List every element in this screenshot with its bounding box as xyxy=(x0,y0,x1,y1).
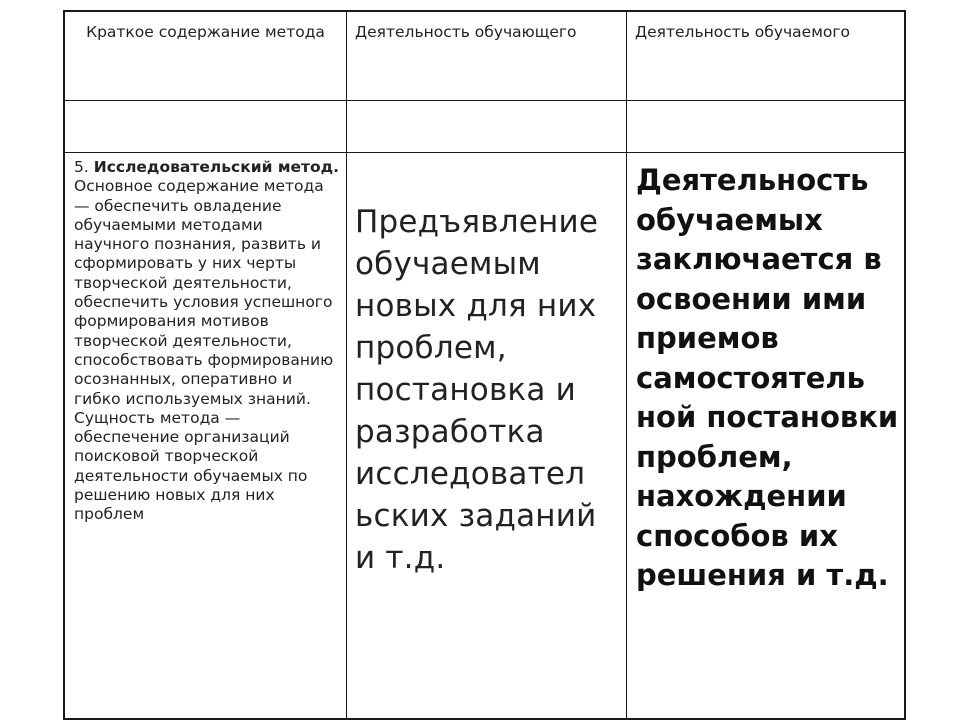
empty-cell xyxy=(627,101,904,153)
student-activity-text: Деятельность обучаемых заключается в освоении ими приемов самостоятель ной постановки проблем, нахождении способов их решения и т.д. xyxy=(636,163,899,592)
method-summary-cell xyxy=(65,153,347,718)
method-description: Основное содержание метода — обеспечить овладение обучаемыми методами научного познания, развить и сформировать у них черты творческой деятельности, обеспечить условия успешного формирования мотивов творческой деятельности, способствовать формированию осознанных, оперативно и гибко используемых знаний. Сущность метода — обеспечение организаций поисковой творческой деятельности обучаемых по решению новых для них проблем xyxy=(74,177,334,524)
teacher-activity-text: Предъявление обучаемым новых для них проблем, постановка и разработка исследовател ьских заданий и т.д. xyxy=(355,204,599,576)
method-number: 5. xyxy=(74,158,94,176)
empty-cell xyxy=(65,101,347,153)
student-activity-cell xyxy=(627,153,904,718)
methods-table xyxy=(63,10,906,720)
header-method-summary xyxy=(65,12,347,101)
header-teacher-activity xyxy=(347,12,627,101)
header-method-summary-text: Краткое содержание метода xyxy=(86,23,325,41)
header-student-activity-text: Деятельность обучаемого xyxy=(635,23,851,41)
method-name: Исследовательский метод. xyxy=(93,158,340,176)
teacher-activity-cell xyxy=(347,153,627,718)
header-student-activity xyxy=(627,12,904,101)
header-teacher-activity-text: Деятельность обучающего xyxy=(355,23,577,41)
empty-cell xyxy=(347,101,627,153)
